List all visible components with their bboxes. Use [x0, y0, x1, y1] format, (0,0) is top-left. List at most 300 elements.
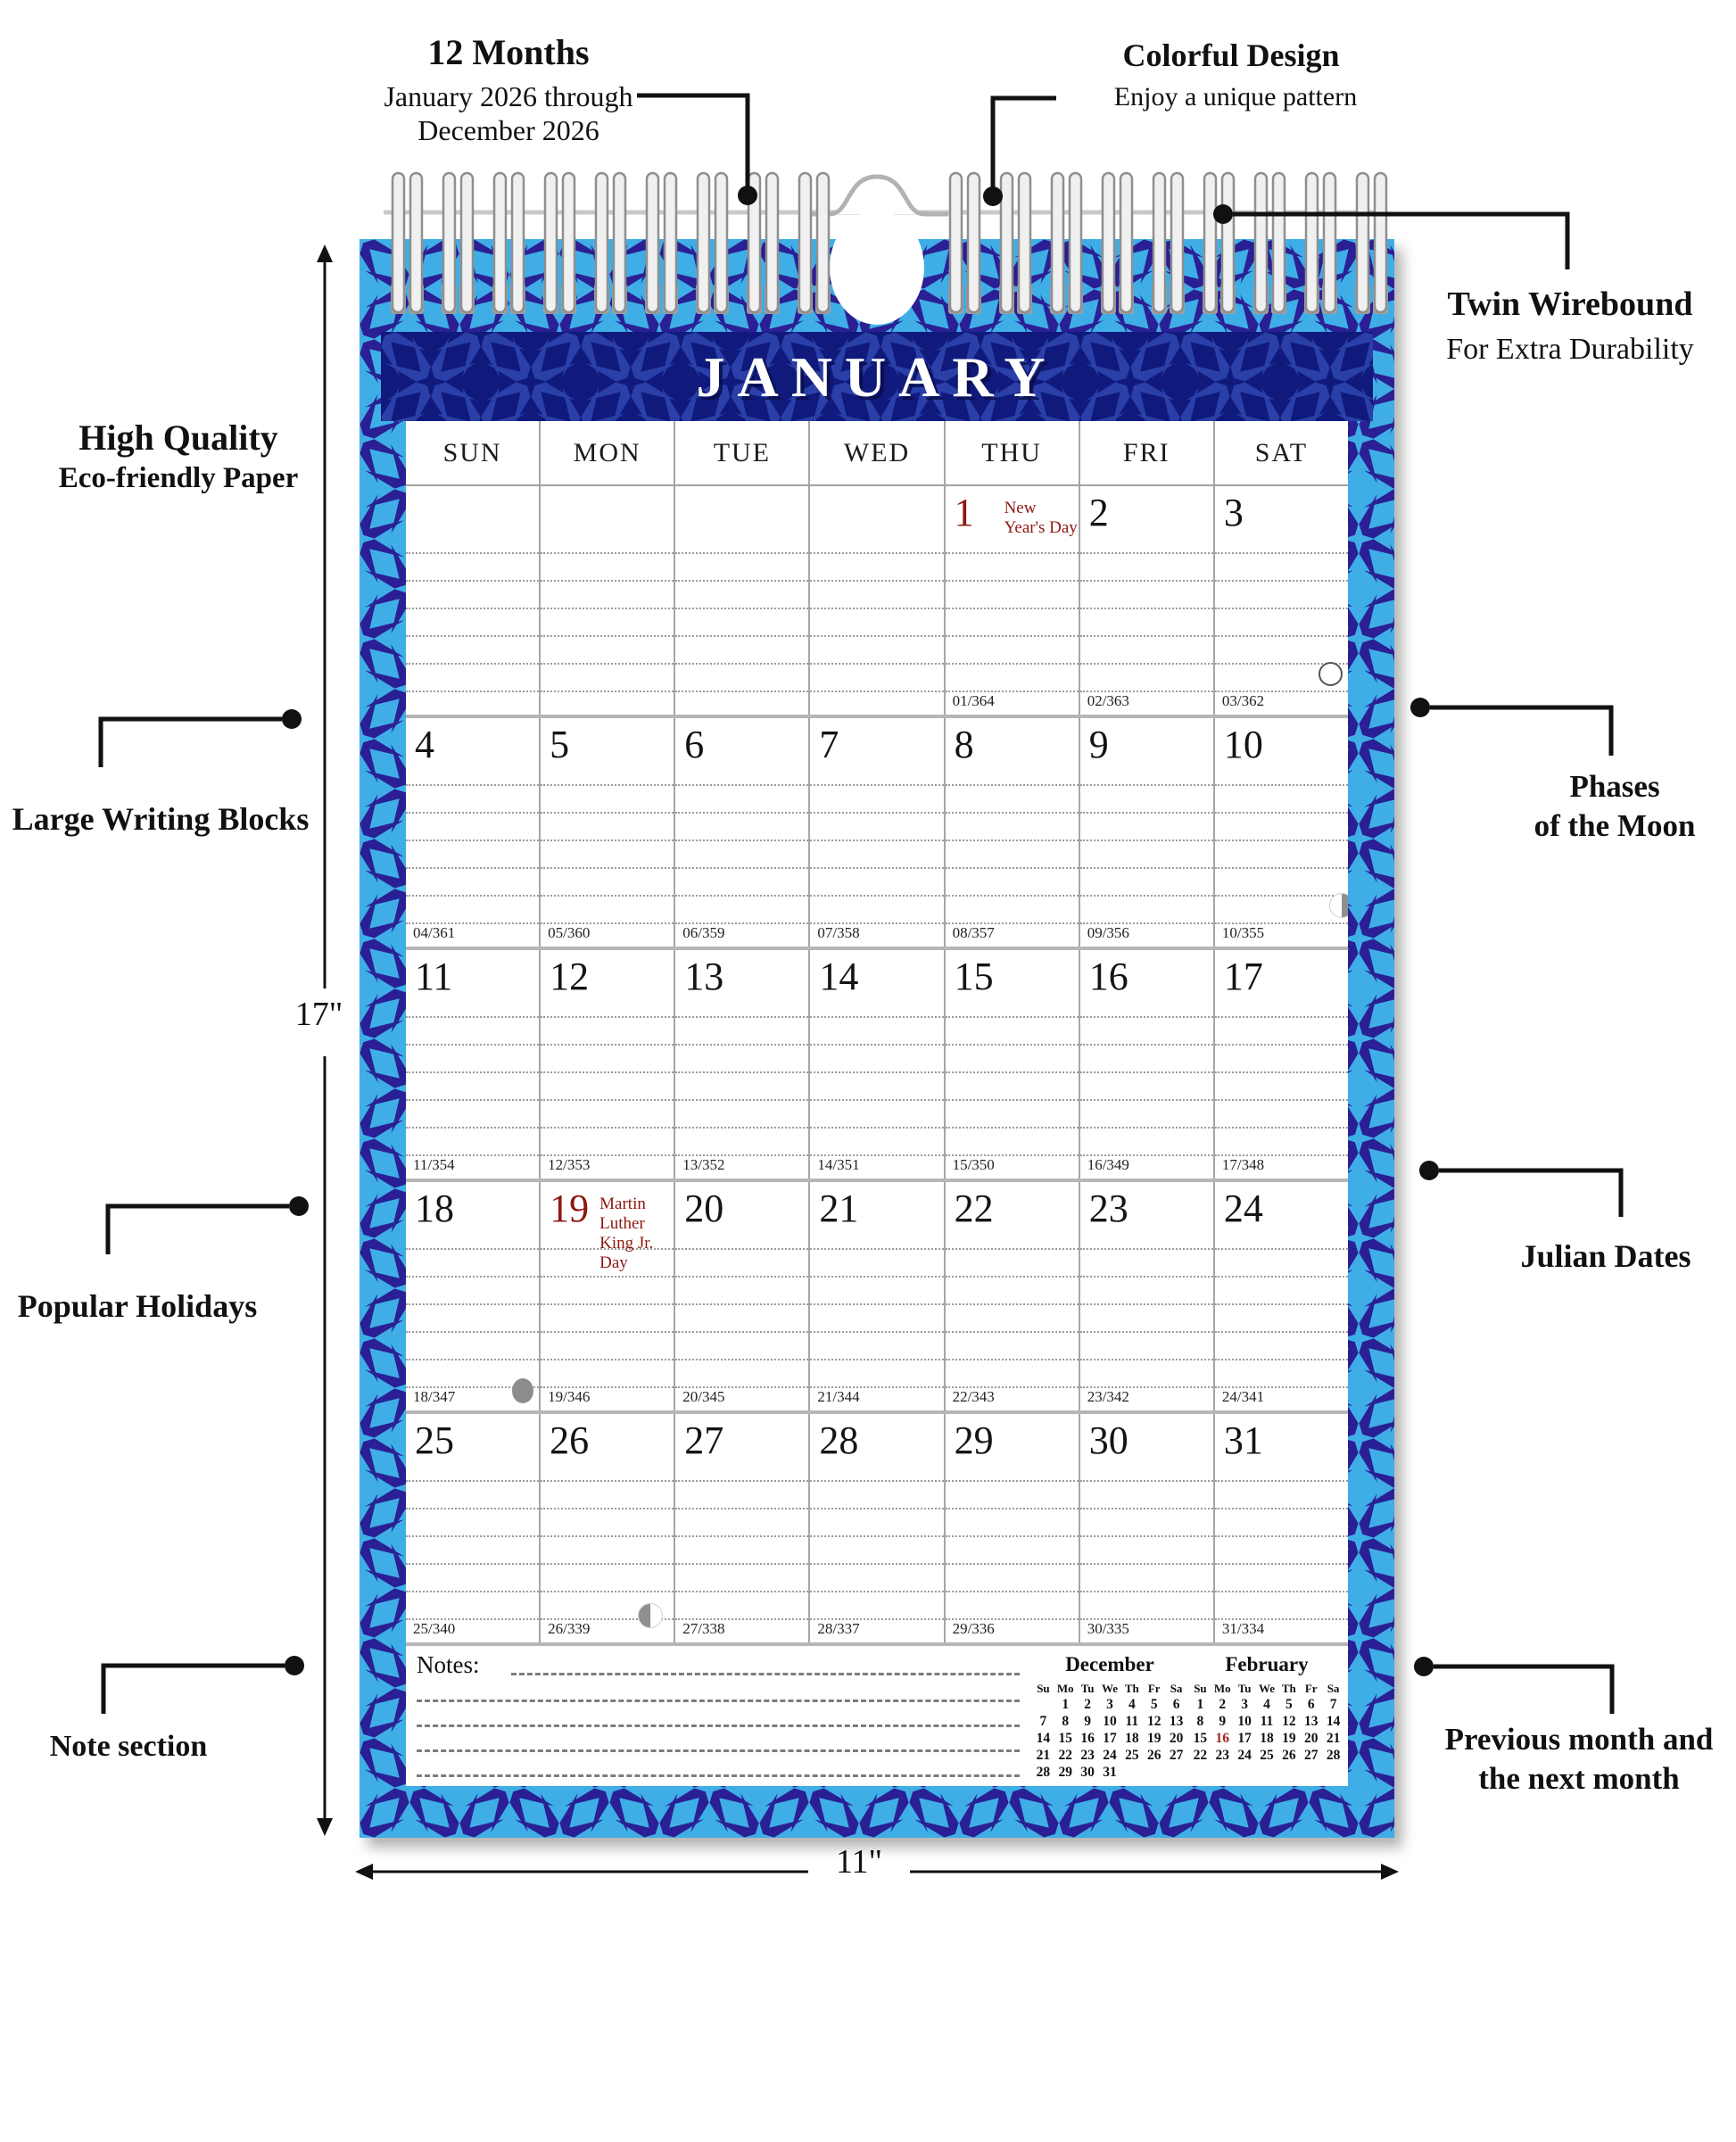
writing-line	[675, 1535, 808, 1537]
writing-line	[946, 663, 1079, 665]
writing-line	[1080, 1359, 1213, 1360]
writing-line	[675, 1248, 808, 1250]
weekday-header: SAT	[1213, 421, 1348, 484]
writing-line	[1080, 1044, 1213, 1046]
date-number: 11	[415, 955, 453, 998]
mini-calendar-row: 15 16 17 18 19 20 21	[1193, 1731, 1341, 1746]
mini-calendar-row: 21 22 23 24 25 26 27	[1036, 1748, 1184, 1763]
writing-line	[810, 1508, 943, 1509]
feature-prev-next-line2: the next month	[1478, 1761, 1680, 1796]
writing-line	[946, 812, 1079, 814]
moon-phase-icon-full	[1319, 662, 1343, 686]
mini-calendar-row: 1 2 3 4 5 6	[1062, 1697, 1180, 1712]
writing-line	[810, 691, 943, 692]
writing-line	[675, 608, 808, 609]
writing-line	[541, 1591, 674, 1592]
calendar-sheet	[406, 421, 1348, 1786]
writing-line	[1215, 1248, 1348, 1250]
writing-line	[406, 1044, 539, 1046]
writing-line	[541, 1276, 674, 1278]
writing-line	[541, 1071, 674, 1073]
writing-line	[1215, 1508, 1348, 1509]
writing-line	[1080, 635, 1213, 637]
writing-line	[675, 1563, 808, 1565]
julian-date: 24/341	[1221, 1388, 1265, 1405]
feature-wirebound-sub: For Extra Durability	[1446, 333, 1694, 366]
writing-line	[541, 1563, 674, 1565]
writing-line	[1215, 1563, 1348, 1565]
writing-line	[1215, 839, 1348, 841]
day-cell	[674, 1182, 808, 1410]
writing-line	[541, 839, 674, 841]
date-number: 26	[550, 1418, 590, 1462]
hanger-hook	[806, 177, 948, 214]
writing-line	[810, 1071, 943, 1073]
day-cell	[944, 718, 1079, 947]
date-number: 25	[415, 1418, 454, 1462]
writing-line	[946, 1099, 1079, 1101]
day-cell	[674, 950, 808, 1179]
date-number: 30	[1088, 1418, 1128, 1462]
writing-line	[1080, 1563, 1213, 1565]
writing-line	[810, 784, 943, 786]
writing-line	[541, 867, 674, 869]
dimension-width-label: 11"	[814, 1843, 904, 1882]
julian-date: 29/336	[952, 1620, 995, 1637]
writing-line	[1080, 1303, 1213, 1305]
day-cell	[944, 1182, 1079, 1410]
feature-writing-blocks: Large Writing Blocks	[12, 801, 310, 837]
julian-date: 16/349	[1087, 1156, 1129, 1173]
day-cell	[1213, 950, 1348, 1179]
julian-date: 30/335	[1087, 1620, 1129, 1637]
day-cell	[944, 1414, 1079, 1642]
writing-line	[810, 867, 943, 869]
writing-line	[810, 1331, 943, 1333]
julian-date: 31/334	[1221, 1620, 1265, 1637]
writing-line	[1215, 552, 1348, 554]
date-number: 12	[550, 955, 590, 998]
date-number: 5	[550, 723, 570, 766]
writing-line	[406, 895, 539, 897]
writing-line	[675, 867, 808, 869]
writing-line	[946, 580, 1079, 582]
writing-line	[541, 784, 674, 786]
writing-line	[946, 1480, 1079, 1482]
writing-line	[1080, 839, 1213, 841]
date-number: 6	[684, 723, 705, 766]
mini-calendar-title: February	[1225, 1653, 1309, 1675]
date-number: 23	[1088, 1187, 1128, 1230]
julian-date: 03/362	[1221, 692, 1265, 709]
writing-line	[1080, 1535, 1213, 1537]
writing-line	[406, 1127, 539, 1129]
weekday-header: MON	[539, 421, 674, 484]
julian-date: 05/360	[548, 924, 591, 941]
day-cell	[1213, 1414, 1348, 1642]
date-number: 10	[1223, 723, 1263, 766]
date-number: 22	[954, 1187, 994, 1230]
writing-line	[541, 691, 674, 692]
date-number: 18	[415, 1187, 454, 1230]
writing-line	[1215, 1535, 1348, 1537]
writing-line	[1080, 608, 1213, 609]
day-cell	[944, 950, 1079, 1179]
notes-rule-line	[417, 1749, 1020, 1752]
writing-line	[406, 1276, 539, 1278]
day-cell	[1079, 1182, 1213, 1410]
writing-line	[675, 1480, 808, 1482]
date-number: 21	[819, 1187, 859, 1230]
writing-line	[406, 608, 539, 609]
notes-rule-line	[511, 1673, 1020, 1675]
writing-line	[675, 580, 808, 582]
writing-line	[675, 1016, 808, 1018]
julian-date: 27/338	[682, 1620, 725, 1637]
writing-line	[406, 1071, 539, 1073]
julian-date: 02/363	[1087, 692, 1129, 709]
writing-line	[1215, 895, 1348, 897]
julian-date: 19/346	[548, 1388, 591, 1405]
writing-line	[675, 1508, 808, 1509]
writing-line	[810, 635, 943, 637]
julian-date: 13/352	[682, 1156, 725, 1173]
writing-line	[406, 691, 539, 692]
mini-calendar-row: 7 8 9 10 11 12 13	[1039, 1714, 1184, 1729]
writing-line	[1215, 580, 1348, 582]
writing-line	[946, 1303, 1079, 1305]
writing-line	[541, 1099, 674, 1101]
writing-line	[810, 552, 943, 554]
writing-line	[675, 1044, 808, 1046]
julian-date: 23/342	[1087, 1388, 1129, 1405]
month-title: JANUARY	[696, 345, 1058, 409]
writing-line	[1080, 812, 1213, 814]
writing-line	[675, 1331, 808, 1333]
week-row	[406, 486, 1348, 718]
writing-line	[541, 1480, 674, 1482]
weekday-header-row	[406, 421, 1348, 486]
writing-line	[406, 784, 539, 786]
writing-line	[1215, 1127, 1348, 1129]
notes-rule-line	[417, 1774, 1020, 1777]
day-cell	[539, 950, 674, 1179]
feature-colorful-design-sub: Enjoy a unique pattern	[1113, 82, 1358, 112]
writing-line	[1215, 1276, 1348, 1278]
writing-line	[1080, 1248, 1213, 1250]
moon-phase-icon-first	[638, 1603, 663, 1628]
feature-popular-holidays: Popular Holidays	[17, 1288, 258, 1324]
date-number: 28	[819, 1418, 859, 1462]
writing-line	[1080, 1127, 1213, 1129]
date-number: 27	[684, 1418, 724, 1462]
day-cell	[1079, 718, 1213, 947]
writing-line	[675, 691, 808, 692]
mini-calendar-row: 14 15 16 17 18 19 20	[1036, 1731, 1184, 1746]
julian-date: 04/361	[413, 924, 456, 941]
writing-line	[406, 580, 539, 582]
writing-line	[810, 1248, 943, 1250]
notes-lines	[406, 1646, 1027, 1786]
writing-line	[541, 1331, 674, 1333]
writing-line	[541, 552, 674, 554]
feature-12-months-title: 12 Months	[427, 32, 590, 72]
date-number: 19	[550, 1187, 590, 1230]
day-cell	[539, 718, 674, 947]
mini-calendar-february	[1189, 1646, 1344, 1786]
writing-line	[1215, 1480, 1348, 1482]
writing-line	[1080, 1591, 1213, 1592]
writing-line	[810, 663, 943, 665]
day-cell	[406, 1182, 539, 1410]
julian-date: 07/358	[817, 924, 860, 941]
feature-paper-title: High Quality	[79, 418, 278, 458]
writing-line	[1215, 1303, 1348, 1305]
writing-line	[541, 1535, 674, 1537]
writing-line	[675, 839, 808, 841]
writing-line	[946, 1016, 1079, 1018]
writing-line	[1215, 1071, 1348, 1073]
day-cell	[808, 1414, 943, 1642]
writing-line	[1215, 867, 1348, 869]
mini-calendar-row: 1 2 3 4 5 6 7	[1196, 1697, 1337, 1712]
julian-date: 15/350	[952, 1156, 995, 1173]
writing-line	[406, 1591, 539, 1592]
week-row	[406, 1182, 1348, 1414]
writing-line	[810, 1480, 943, 1482]
writing-line	[1080, 1508, 1213, 1509]
writing-line	[675, 1127, 808, 1129]
julian-date: 01/364	[952, 692, 995, 709]
weekday-header: TUE	[674, 421, 808, 484]
day-cell	[674, 718, 808, 947]
writing-line	[810, 1535, 943, 1537]
writing-line	[406, 867, 539, 869]
day-cell	[1079, 486, 1213, 715]
writing-line	[946, 1248, 1079, 1250]
writing-line	[810, 1099, 943, 1101]
writing-line	[675, 1359, 808, 1360]
day-cell	[406, 486, 539, 715]
julian-date: 20/345	[682, 1388, 725, 1405]
date-number: 29	[954, 1418, 994, 1462]
writing-line	[1215, 1331, 1348, 1333]
julian-date: 22/343	[952, 1388, 995, 1405]
weekday-header: THU	[944, 421, 1079, 484]
writing-line	[810, 812, 943, 814]
writing-line	[946, 867, 1079, 869]
writing-line	[541, 1127, 674, 1129]
writing-line	[1080, 580, 1213, 582]
day-cell	[539, 486, 674, 715]
holiday-label: Martin Luther King Jr. Day	[599, 1195, 654, 1272]
week-row	[406, 1414, 1348, 1646]
julian-date: 08/357	[952, 924, 995, 941]
writing-line	[675, 895, 808, 897]
mini-calendar-row: 28 29 30 31	[1036, 1765, 1117, 1780]
writing-line	[406, 839, 539, 841]
writing-line	[1215, 1016, 1348, 1018]
writing-line	[406, 635, 539, 637]
writing-line	[1080, 1480, 1213, 1482]
day-cell	[1213, 718, 1348, 947]
day-cell	[539, 1182, 674, 1410]
notes-area	[406, 1646, 1348, 1786]
writing-line	[675, 784, 808, 786]
writing-line	[1080, 867, 1213, 869]
writing-line	[675, 635, 808, 637]
date-number: 8	[954, 723, 974, 766]
julian-date: 28/337	[817, 1620, 860, 1637]
writing-line	[541, 1016, 674, 1018]
calendar-grid	[406, 486, 1348, 1646]
writing-line	[541, 608, 674, 609]
writing-line	[1215, 1044, 1348, 1046]
date-number: 31	[1223, 1418, 1263, 1462]
writing-line	[810, 1016, 943, 1018]
date-number: 13	[684, 955, 724, 998]
writing-line	[406, 663, 539, 665]
writing-line	[541, 812, 674, 814]
writing-line	[541, 1508, 674, 1509]
writing-line	[946, 608, 1079, 609]
writing-line	[1215, 608, 1348, 609]
date-number: 7	[819, 723, 839, 766]
writing-line	[810, 1563, 943, 1565]
writing-line	[1080, 895, 1213, 897]
writing-line	[675, 1276, 808, 1278]
julian-date: 09/356	[1087, 924, 1129, 941]
julian-date: 25/340	[413, 1620, 456, 1637]
writing-line	[406, 1535, 539, 1537]
writing-line	[406, 1303, 539, 1305]
feature-paper-sub: Eco-friendly Paper	[58, 462, 299, 494]
writing-line	[1215, 812, 1348, 814]
holiday-label: New Year's Day	[1004, 499, 1078, 537]
day-cell	[674, 1414, 808, 1642]
feature-colorful-design-title: Colorful Design	[1122, 37, 1340, 73]
day-cell	[539, 1414, 674, 1642]
mini-calendar-dow: Su Mo Tu We Th Fr Sa	[1194, 1682, 1340, 1695]
writing-line	[946, 1508, 1079, 1509]
writing-line	[946, 552, 1079, 554]
writing-line	[406, 1508, 539, 1509]
feature-prev-next-line1: Previous month and	[1444, 1722, 1714, 1757]
writing-line	[541, 663, 674, 665]
day-cell	[808, 486, 943, 715]
writing-line	[1080, 552, 1213, 554]
writing-line	[1080, 1331, 1213, 1333]
notes-rule-line	[417, 1700, 1020, 1702]
feature-12-months-sub2: December 2026	[417, 114, 599, 146]
writing-line	[406, 1359, 539, 1360]
writing-line	[541, 635, 674, 637]
writing-line	[541, 1303, 674, 1305]
date-number: 1	[954, 491, 974, 534]
mini-calendar-dow: Su Mo Tu We Th Fr Sa	[1037, 1682, 1183, 1695]
mini-calendar-december	[1032, 1646, 1187, 1786]
writing-line	[1080, 1276, 1213, 1278]
day-cell	[406, 1414, 539, 1642]
writing-line	[675, 552, 808, 554]
date-number: 17	[1223, 955, 1263, 998]
writing-line	[946, 1276, 1079, 1278]
date-number: 14	[819, 955, 859, 998]
writing-line	[675, 663, 808, 665]
mini-calendar-title: December	[1065, 1653, 1154, 1675]
writing-line	[946, 1359, 1079, 1360]
writing-line	[406, 1563, 539, 1565]
writing-line	[406, 812, 539, 814]
writing-line	[541, 580, 674, 582]
julian-date: 17/348	[1221, 1156, 1265, 1173]
day-cell	[944, 486, 1079, 715]
feature-moon-line1: Phases	[1569, 769, 1660, 804]
feature-note-section: Note section	[49, 1730, 208, 1763]
dimension-height-label: 17"	[268, 996, 370, 1035]
writing-line	[810, 1044, 943, 1046]
day-cell	[1213, 486, 1348, 715]
writing-line	[1215, 635, 1348, 637]
julian-date: 12/353	[548, 1156, 591, 1173]
writing-line	[406, 1331, 539, 1333]
day-cell	[674, 486, 808, 715]
writing-line	[810, 608, 943, 609]
mini-calendars	[1027, 1646, 1348, 1786]
feature-julian-dates: Julian Dates	[1520, 1238, 1691, 1274]
writing-line	[675, 1071, 808, 1073]
day-cell	[808, 1182, 943, 1410]
day-cell	[406, 718, 539, 947]
writing-line	[810, 580, 943, 582]
date-number: 15	[954, 955, 994, 998]
mini-calendar-row: 22 23 24 25 26 27 28	[1193, 1748, 1341, 1763]
writing-line	[1080, 1099, 1213, 1101]
writing-line	[1080, 1016, 1213, 1018]
writing-line	[946, 1535, 1079, 1537]
writing-line	[1080, 663, 1213, 665]
writing-line	[946, 1127, 1079, 1129]
calendar-page	[360, 239, 1394, 1838]
writing-line	[1215, 1099, 1348, 1101]
writing-line	[1215, 1359, 1348, 1360]
julian-date: 21/344	[817, 1388, 860, 1405]
writing-line	[946, 895, 1079, 897]
writing-line	[946, 1044, 1079, 1046]
writing-line	[810, 895, 943, 897]
writing-line	[810, 1359, 943, 1360]
writing-line	[541, 1359, 674, 1360]
writing-line	[675, 812, 808, 814]
week-row	[406, 718, 1348, 950]
writing-line	[1080, 1071, 1213, 1073]
date-number: 16	[1088, 955, 1128, 998]
writing-line	[406, 1016, 539, 1018]
day-cell	[808, 950, 943, 1179]
mini-calendar-row: 8 9 10 11 12 13 14	[1196, 1714, 1341, 1729]
writing-line	[1080, 784, 1213, 786]
writing-line	[406, 1480, 539, 1482]
day-cell	[1079, 1414, 1213, 1642]
writing-line	[675, 1591, 808, 1592]
week-row	[406, 950, 1348, 1182]
month-title-band	[381, 332, 1373, 421]
writing-line	[946, 635, 1079, 637]
writing-line	[946, 1591, 1079, 1592]
writing-line	[810, 1276, 943, 1278]
notes-label: Notes:	[417, 1651, 480, 1678]
day-cell	[808, 718, 943, 947]
